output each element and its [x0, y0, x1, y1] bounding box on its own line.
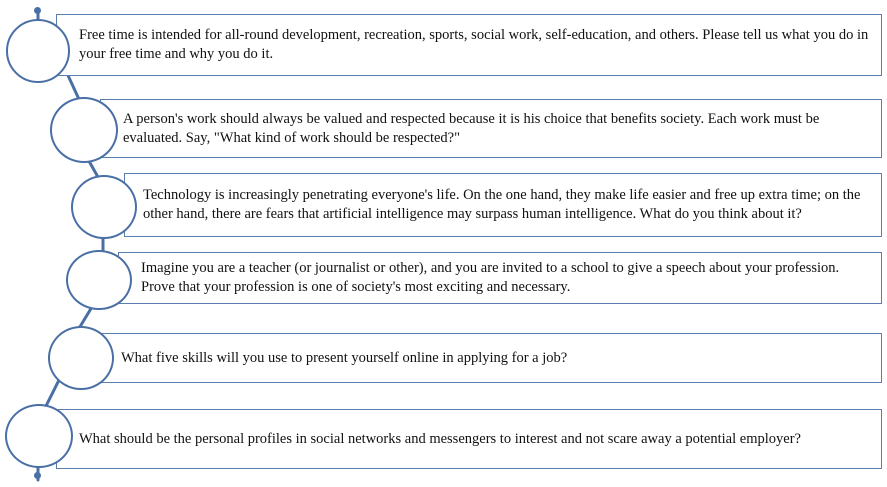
list-item-box-4 — [118, 252, 882, 304]
list-item-text-6: What should be the personal profiles in social networks and messengers to interest and not scare away a potential employer? — [79, 430, 801, 447]
list-item-box-2 — [100, 99, 882, 158]
list-item-text-5: What five skills will you use to present yourself online in applying for a job? — [121, 349, 568, 366]
list-item-circle-4 — [66, 250, 132, 310]
corner-dot-bottom — [34, 472, 41, 479]
list-item-circle-1 — [6, 19, 70, 83]
list-item-text-3: Technology is increasingly penetrating everyone's life. On the one hand, they make life easier and free up extra time; on the other hand, there are fears that artificial intelligence may surpass human intelligence. What do you think about it? — [143, 187, 861, 222]
list-item-circle-6 — [5, 404, 73, 468]
list-item-circle-2 — [50, 97, 118, 163]
list-item-circle-3 — [71, 175, 137, 239]
corner-dot-top — [34, 7, 41, 14]
list-item-text-4: Imagine you are a teacher (or journalist or other), and you are invited to a school to give a speech about your profession. Prove that your profession is one of society's most exciting and necessary. — [141, 260, 840, 295]
list-item-circle-5 — [48, 326, 114, 390]
list-item-box-6 — [56, 409, 882, 469]
list-item-box-3 — [124, 173, 882, 237]
list-item-text-1: Free time is intended for all-round development, recreation, sports, social work, self-education, and others. Please tell us what you do in your free time and why you do it. — [79, 27, 869, 62]
list-item-text-2: A person's work should always be valued and respected because it is his choice that benefits society. Each work must be evaluated. Say, "What kind of work should be respected?" — [123, 110, 820, 146]
list-item-box-1 — [56, 14, 882, 76]
list-item-box-5 — [96, 333, 882, 383]
